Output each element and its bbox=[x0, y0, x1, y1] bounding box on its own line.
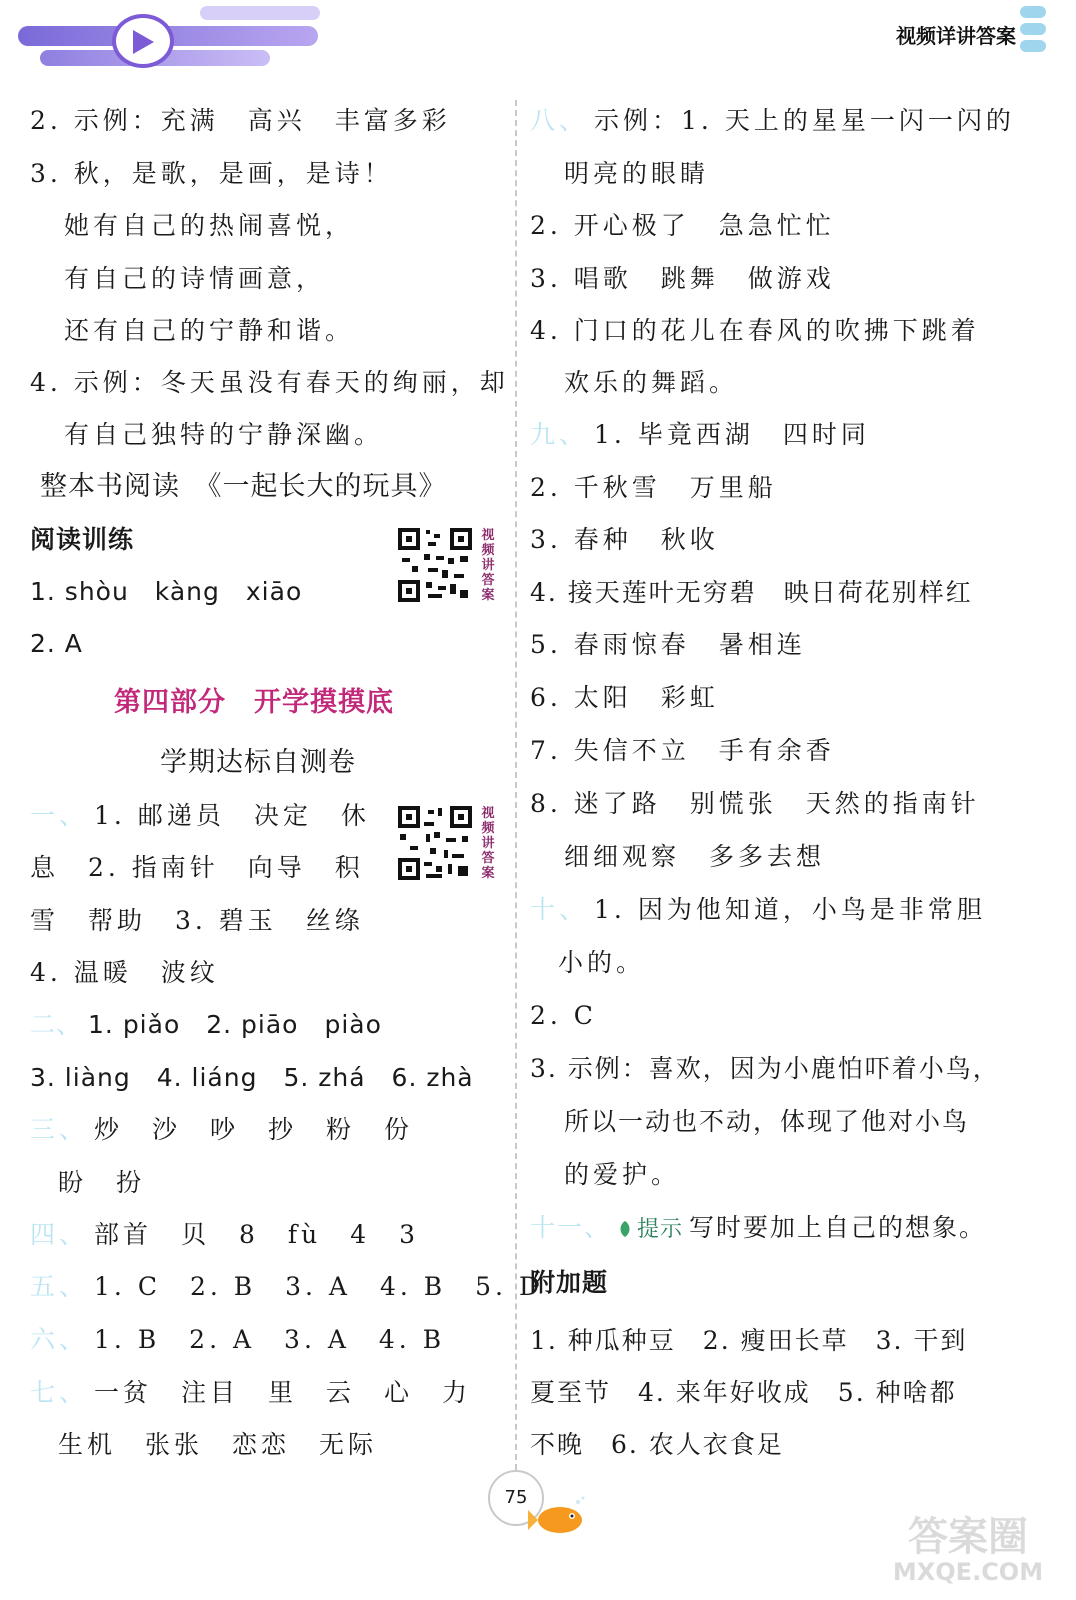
fish-icon bbox=[528, 1496, 588, 1536]
answer-line: 六、 1. B 2. A 3. A 4. B bbox=[30, 1325, 446, 1354]
header-banner bbox=[0, 0, 330, 82]
question-number: 三、 bbox=[30, 1115, 89, 1144]
answer-line: 2. 示例：充满 高兴 丰富多彩 bbox=[30, 106, 451, 135]
answer-line: 有自己独特的宁静深幽。 bbox=[64, 420, 384, 449]
header-decoration bbox=[1020, 6, 1046, 58]
qr-code-label: 视频讲答案 bbox=[481, 528, 495, 603]
answer-line: 明亮的眼睛 bbox=[564, 159, 710, 188]
extra-heading: 附加题 bbox=[530, 1268, 609, 1297]
answer-line: 息 2. 指南针 向导 积 bbox=[30, 853, 364, 882]
answer-line: 8. 迷了路 别慌张 天然的指南针 bbox=[530, 789, 980, 818]
answer-line: 2. C bbox=[530, 1001, 597, 1030]
answer-line: 1. 种瓜种豆 2. 瘦田长草 3. 干到 bbox=[530, 1326, 968, 1355]
answer-line: 细细观察 多多去想 bbox=[564, 842, 826, 871]
answer-line: 还有自己的宁静和谐。 bbox=[64, 316, 355, 345]
test-title: 学期达标自测卷 bbox=[160, 747, 356, 778]
answer-line: 九、 1. 毕竟西湖 四时同 bbox=[530, 420, 870, 449]
answer-line: 4. 接天莲叶无穷碧 映日荷花别样红 bbox=[530, 578, 973, 607]
answer-line: 欢乐的舞蹈。 bbox=[564, 368, 739, 397]
qr-code-icon[interactable] bbox=[398, 528, 472, 602]
answer-line: 2. A bbox=[30, 629, 83, 658]
answer-line: 十一、 提示 写时要加上自己的想象。 bbox=[530, 1213, 987, 1242]
answer-line: 七、 一贫 注目 里 云 心 力 bbox=[30, 1378, 472, 1407]
question-number: 九、 bbox=[530, 420, 589, 449]
play-video-icon[interactable] bbox=[112, 14, 174, 68]
answer-line: 不晚 6. 农人衣食足 bbox=[530, 1430, 784, 1459]
question-number: 七、 bbox=[30, 1378, 89, 1407]
answer-line: 她有自己的热闹喜悦， bbox=[64, 211, 355, 240]
answer-line: 二、 1. piǎo 2. piāo piào bbox=[30, 1010, 382, 1039]
page-header-title: 视频详讲答案 bbox=[896, 24, 1016, 48]
svg-text:MXQE.COM: MXQE.COM bbox=[892, 1558, 1044, 1586]
answer-line: 3. 唱歌 跳舞 做游戏 bbox=[530, 264, 835, 293]
question-number: 五、 bbox=[30, 1272, 89, 1301]
watermark-logo bbox=[878, 1506, 1058, 1588]
answer-line: 5. 春雨惊春 暑相连 bbox=[530, 630, 806, 659]
answer-line: 五、 1. C 2. B 3. A 4. B 5. D bbox=[30, 1272, 543, 1301]
answer-line: 4. 温暖 波纹 bbox=[30, 958, 219, 987]
answer-line: 3. 春种 秋收 bbox=[530, 525, 719, 554]
answer-line: 一、 1. 邮递员 决定 休 bbox=[30, 801, 370, 830]
answer-line: 雪 帮助 3. 碧玉 丝绦 bbox=[30, 906, 364, 935]
leaf-icon bbox=[617, 1220, 633, 1238]
part-title: 第四部分 开学摸摸底 bbox=[114, 687, 394, 718]
answer-line: 所以一动也不动，体现了他对小鸟 bbox=[564, 1107, 970, 1136]
answer-line: 4. 示例：冬天虽没有春天的绚丽，却 bbox=[30, 368, 509, 397]
answer-line: 十、 1. 因为他知道，小鸟是非常胆 bbox=[530, 895, 986, 924]
question-number: 十、 bbox=[530, 895, 589, 924]
banner-stripe bbox=[200, 6, 320, 20]
answer-line: 1. shòu kàng xiāo bbox=[30, 577, 303, 606]
answer-line: 小的。 bbox=[558, 948, 646, 977]
question-number: 十一、 bbox=[530, 1213, 612, 1242]
answer-line: 2. 千秋雪 万里船 bbox=[530, 473, 777, 502]
answer-line: 盼 扮 bbox=[58, 1168, 146, 1197]
question-number: 四、 bbox=[30, 1220, 89, 1249]
svg-text:答案圈: 答案圈 bbox=[908, 1514, 1028, 1560]
answer-line: 4. 门口的花儿在春风的吹拂下跳着 bbox=[530, 316, 980, 345]
answer-line: 3. liàng 4. liáng 5. zhá 6. zhà bbox=[30, 1063, 474, 1092]
qr-code-label: 视频讲答案 bbox=[481, 806, 495, 881]
answer-line: 7. 失信不立 手有余香 bbox=[530, 736, 835, 765]
answer-line: 2. 开心极了 急急忙忙 bbox=[530, 211, 835, 240]
question-number: 八、 bbox=[530, 106, 589, 135]
answer-line: 四、 部首 贝 8 fù 4 3 bbox=[30, 1220, 420, 1249]
answer-line: 生机 张张 恋恋 无际 bbox=[58, 1430, 378, 1459]
answer-line: 八、 示例：1. 天上的星星一闪一闪的 bbox=[530, 106, 1015, 135]
answer-line: 3. 示例：喜欢，因为小鹿怕吓着小鸟， bbox=[530, 1054, 1000, 1083]
qr-code-icon[interactable] bbox=[398, 806, 472, 880]
reading-heading: 阅读训练 bbox=[30, 525, 135, 554]
question-number: 二、 bbox=[30, 1010, 83, 1039]
answer-line: 有自己的诗情画意， bbox=[64, 264, 326, 293]
hint-label: 提示 bbox=[637, 1217, 684, 1242]
answer-line: 的爱护。 bbox=[564, 1160, 681, 1189]
answer-line: 夏至节 4. 来年好收成 5. 种啥都 bbox=[530, 1378, 957, 1407]
answer-line: 3. 秋，是歌，是画，是诗！ bbox=[30, 159, 393, 188]
question-number: 一、 bbox=[30, 801, 89, 830]
question-number: 六、 bbox=[30, 1325, 89, 1354]
answer-line: 三、 炒 沙 吵 抄 粉 份 bbox=[30, 1115, 414, 1144]
answer-line: 6. 太阳 彩虹 bbox=[530, 683, 719, 712]
book-reading-title: 整本书阅读 《一起长大的玩具》 bbox=[40, 471, 447, 502]
page-number: 75 bbox=[488, 1470, 544, 1526]
